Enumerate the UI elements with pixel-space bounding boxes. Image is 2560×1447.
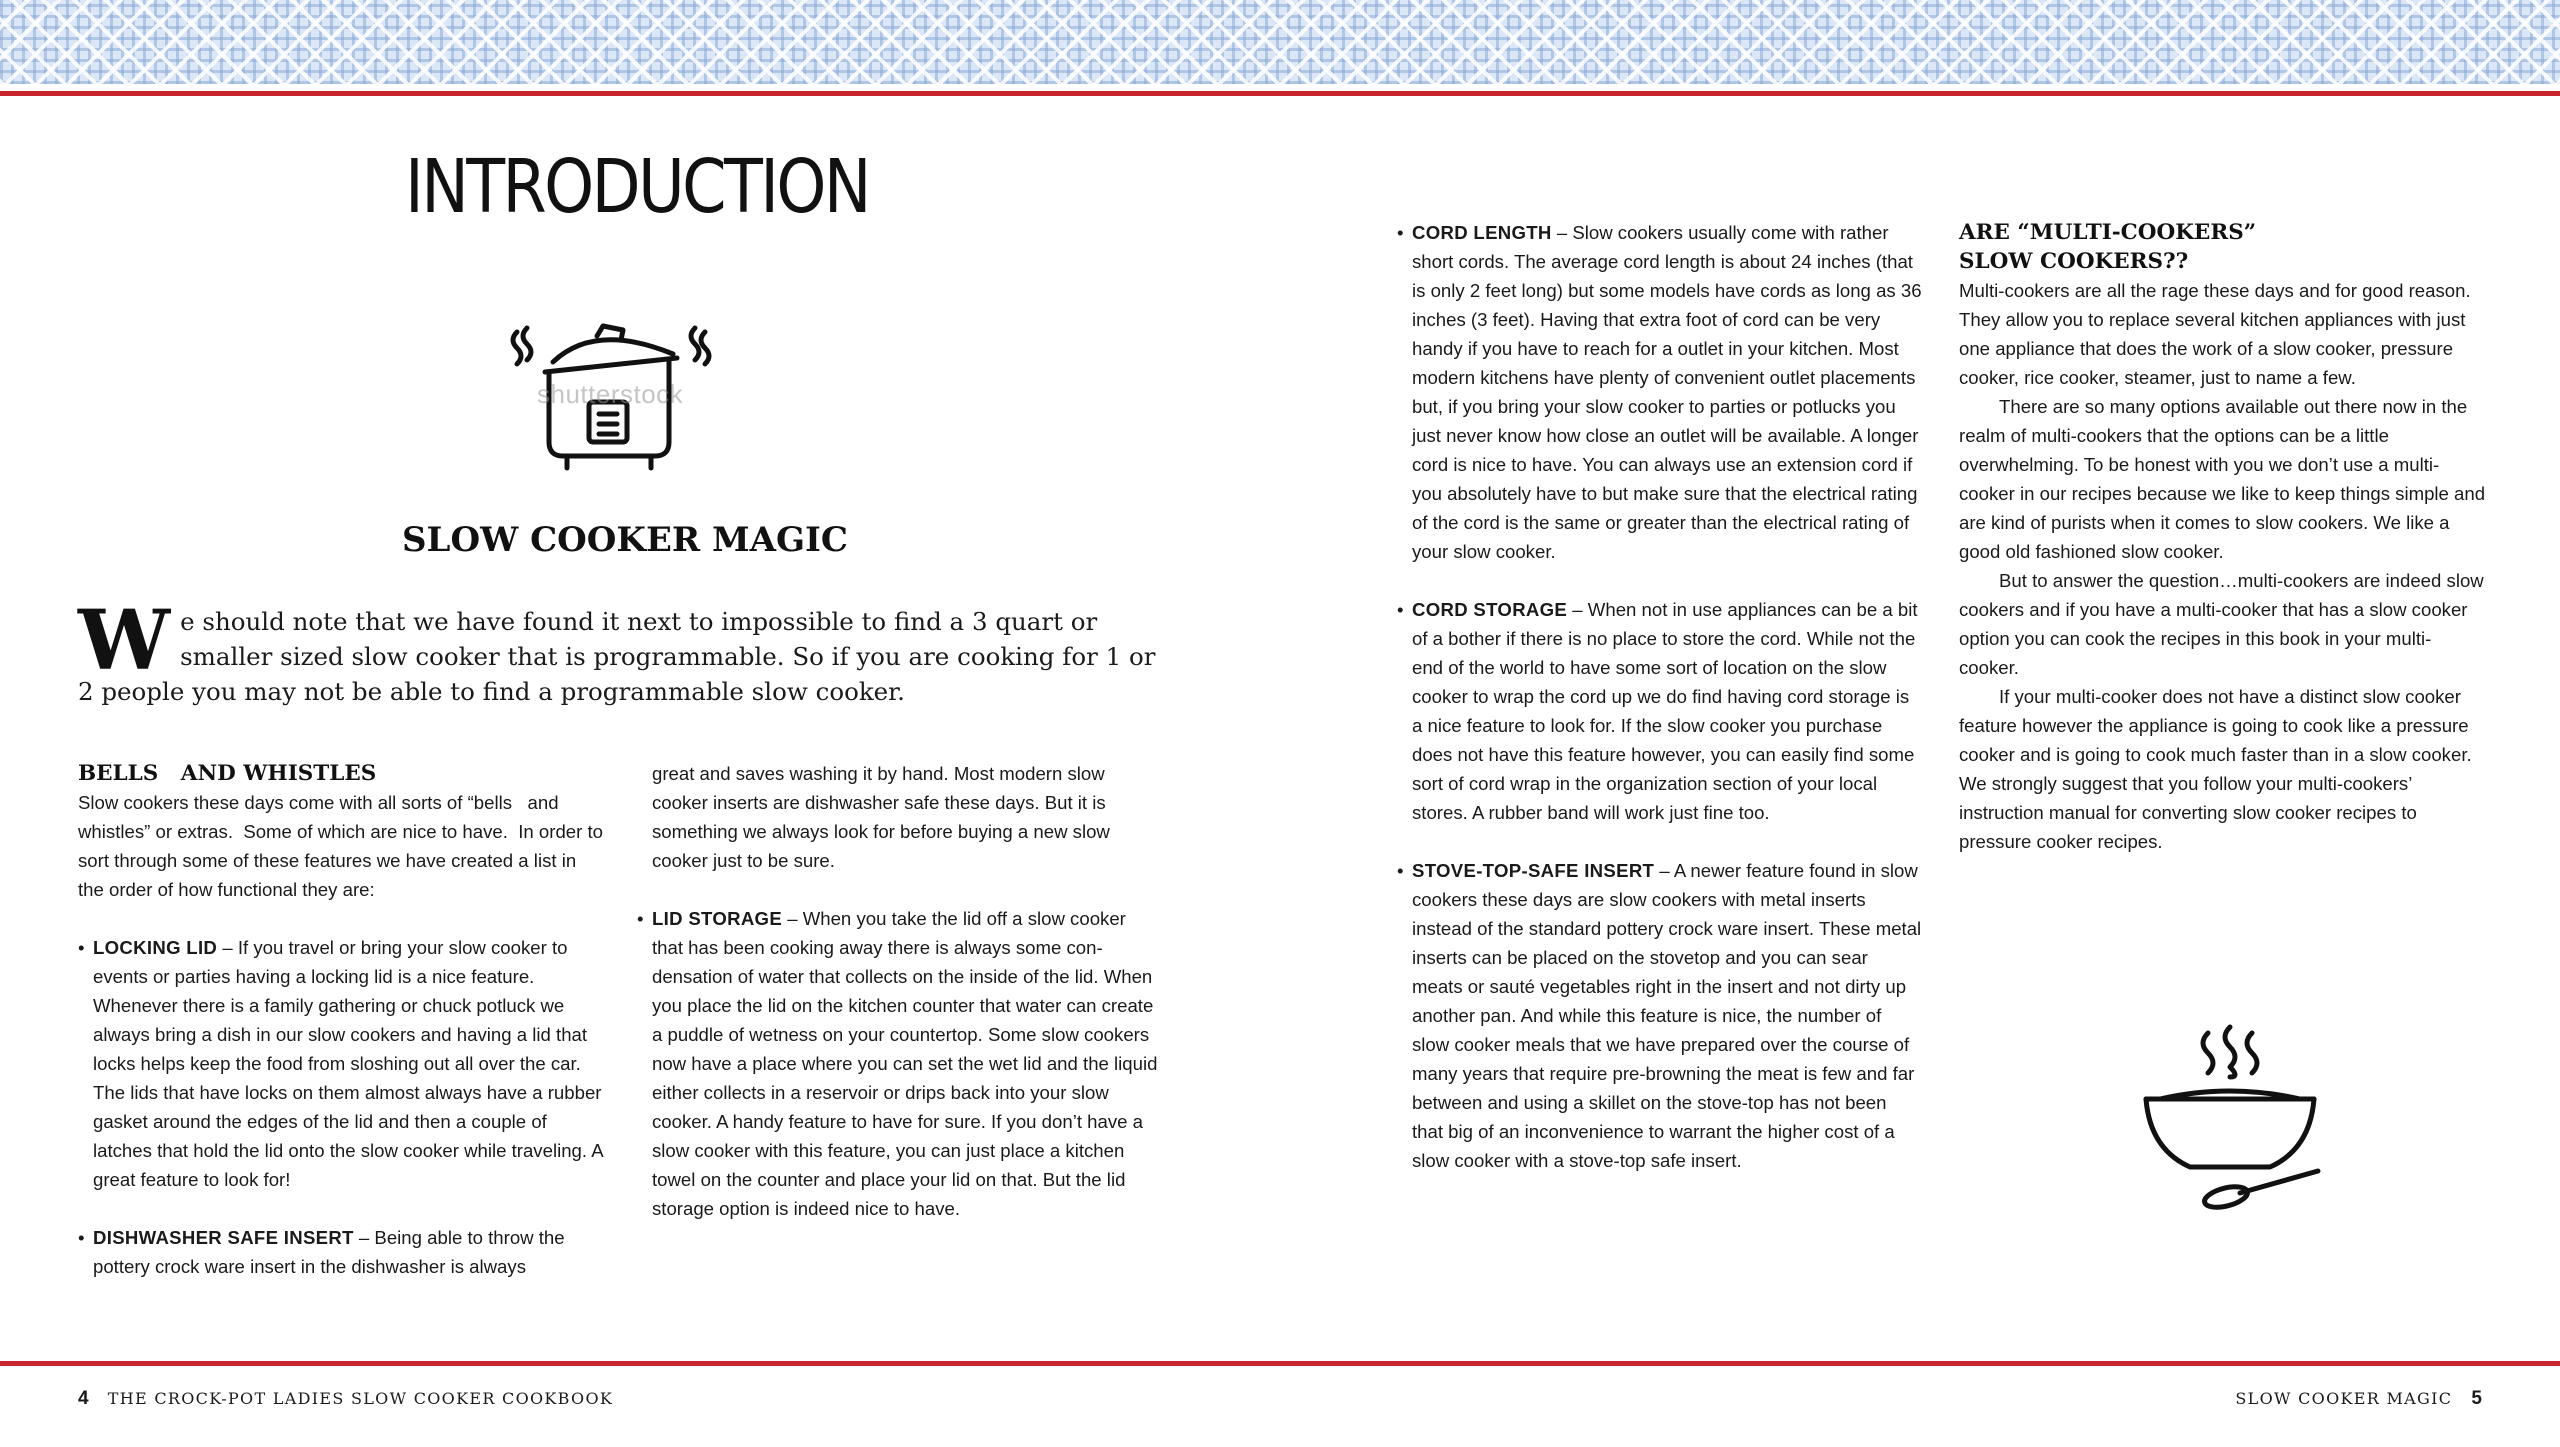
plaid-header-band bbox=[0, 0, 2560, 84]
multi-paragraph-1: Multi-cookers are all the rage these days and for good reason. They allow you to replace several kitchen appliances with just one appliance that does the work of a slow cooker, pressure cooker, rice cooker, steamer, just to name a few. bbox=[1959, 280, 2471, 388]
page-number-right: 5 bbox=[2471, 1388, 2482, 1409]
footer-right bbox=[2235, 1388, 2482, 1410]
section-heading: SLOW COOKER MAGIC bbox=[402, 520, 848, 560]
lead-text: e should note that we have found it next to impossible to find a 3 quart or smaller sized slow cooker that is programmable. So if you are cooking for 1 or 2 people you may not be able to find a programmable slow cooker. bbox=[78, 607, 1156, 706]
page-number-left: 4 bbox=[78, 1388, 89, 1409]
bottom-red-rule bbox=[0, 1361, 2560, 1366]
chapter-title: SLOW COOKER MAGIC bbox=[2235, 1389, 2453, 1408]
multi-heading-line2: SLOW COOKERS?? bbox=[1959, 249, 2189, 274]
watermark: shutterstock bbox=[537, 379, 684, 409]
soup-bowl-icon bbox=[2130, 1015, 2330, 1215]
top-red-rule bbox=[0, 91, 2560, 96]
column-1 bbox=[78, 759, 609, 1281]
feature-locking-lid: • LOCKING LID – If you travel or bring your slow cooker to events or parties having a locking lid is a nice feature. Whenever there is a family gathering or chuck potluck we always bring a dish in our slow cookers and having a lid that locks helps keep the food from sloshing out all over the car. The lids that have locks on them almost always have a rubber gasket around the edges of the lid and then a couple of latches that hold the lid onto the slow cooker while traveling. A great feature to look for! bbox=[78, 933, 603, 1194]
bells-heading: BELLS AND WHISTLES bbox=[78, 761, 377, 786]
footer-left bbox=[78, 1388, 613, 1410]
bells-intro: Slow cookers these days come with all sorts of “bells and whistles” or extras. Some of which are nice to have. In order to sort through some of these features we have created a list in the order of how functional they are: bbox=[78, 792, 609, 900]
book-title: THE CROCK-POT LADIES SLOW COOKER COOKBOOK bbox=[107, 1389, 614, 1408]
page-title: INTRODUCTION bbox=[405, 144, 869, 230]
feature-cord-storage: • CORD STORAGE – When not in use appliances can be a bit of a bother if there is no place to store the cord. While not the end of the world to have some sort of location on the slow cooker to wrap the cord up we do find having cord storage is a nice feature to look for. If the slow cooker you purchase does not have this feature however, you can easily find some sort of cord wrap in the organization section of your local stores. A rubber band will work just fine too. bbox=[1397, 595, 1922, 827]
column-4 bbox=[1959, 218, 2489, 856]
multi-paragraph-3: But to answer the question…multi-cookers are indeed slow cookers and if you have a multi-cooker that has a slow cooker option you can cook the recipes in this book in your multi-cooker. bbox=[1959, 570, 2484, 678]
multi-paragraph-4: If your multi-cooker does not have a distinct slow cooker feature however the appliance is going to cook like a pressure cooker and is going to cook much faster than in a slow cooker. We strongly suggest that you follow your multi-cookers’ instruction manual for converting slow cooker recipes to pressure cooker recipes. bbox=[1959, 686, 2472, 852]
feature-dishwasher: • DISHWASHER SAFE INSERT – Being able to throw the pottery crock ware insert in the dishwasher is always bbox=[78, 1223, 603, 1281]
column-3 bbox=[1397, 218, 1922, 1175]
feature-stove-top: • STOVE-TOP-SAFE INSERT – A newer feature found in slow cookers these days are slow cookers with metal inserts instead of the standard pottery crock ware insert. These metal inserts can be placed on the stovetop and you can sear meats or sauté vegetables right in the insert and not dirty up another pan. And while this feature is nice, the number of slow cooker meals that we have prepared over the course of many years that require pre-browning the meat is few and far between and using a skillet on the stove-top has not been that big of an inconvenience to warrant the higher cost of a slow cooker with a stove-top safe insert. bbox=[1397, 856, 1922, 1175]
lead-paragraph bbox=[78, 593, 1158, 709]
dishwasher-continued: great and saves washing it by hand. Most modern slow cooker inserts are dishwasher safe these days. But it is something we always look for before buying a new slow cooker just to be sure. bbox=[652, 763, 1110, 871]
column-2 bbox=[637, 759, 1162, 1223]
feature-lid-storage: • LID STORAGE – When you take the lid off a slow cooker that has been cooking away there is always some condensation of water that collects on the inside of the lid. When you place the lid on the kitchen counter that water can create a puddle of wetness on your countertop. Some slow cookers now have a place where you can set the wet lid and the liquid either collects in a reservoir or drips back into your slow cooker. A handy feature to have for sure. If you don’t have a slow cooker with this feature, you can just place a kitchen towel on the counter and place your lid on that. But the lid storage option is indeed nice to have. bbox=[637, 904, 1162, 1223]
multi-heading-line1: ARE “MULTI-COOKERS” bbox=[1959, 220, 2257, 245]
dropcap: W bbox=[78, 593, 171, 689]
feature-cord-length: • CORD LENGTH – Slow cookers usually come with rather short cords. The average cord length is about 24 inches (that is only 2 feet long) but some models have cords as long as 36 inches (3 feet). Having that extra foot of cord can be very handy if you have to reach for a outlet in your kitchen. Most modern kitchens have plenty of convenient outlet placements but, if you bring your slow cooker to parties or potlucks you just never know how close an outlet will be available. A longer cord is nice to have. You can always use an extension cord if you absolutely have to but make sure that the electrical rating of the cord is the same or greater than the electrical rating of your slow cooker. bbox=[1397, 218, 1922, 566]
multi-paragraph-2: There are so many options available out there now in the realm of multi-cookers that the options can be a little overwhelming. To be honest with you we don’t use a multi-cooker in our recipes because we like to keep things simple and are kind of purists when it comes to slow cookers. We like a good old fashioned slow cooker. bbox=[1959, 396, 2486, 562]
